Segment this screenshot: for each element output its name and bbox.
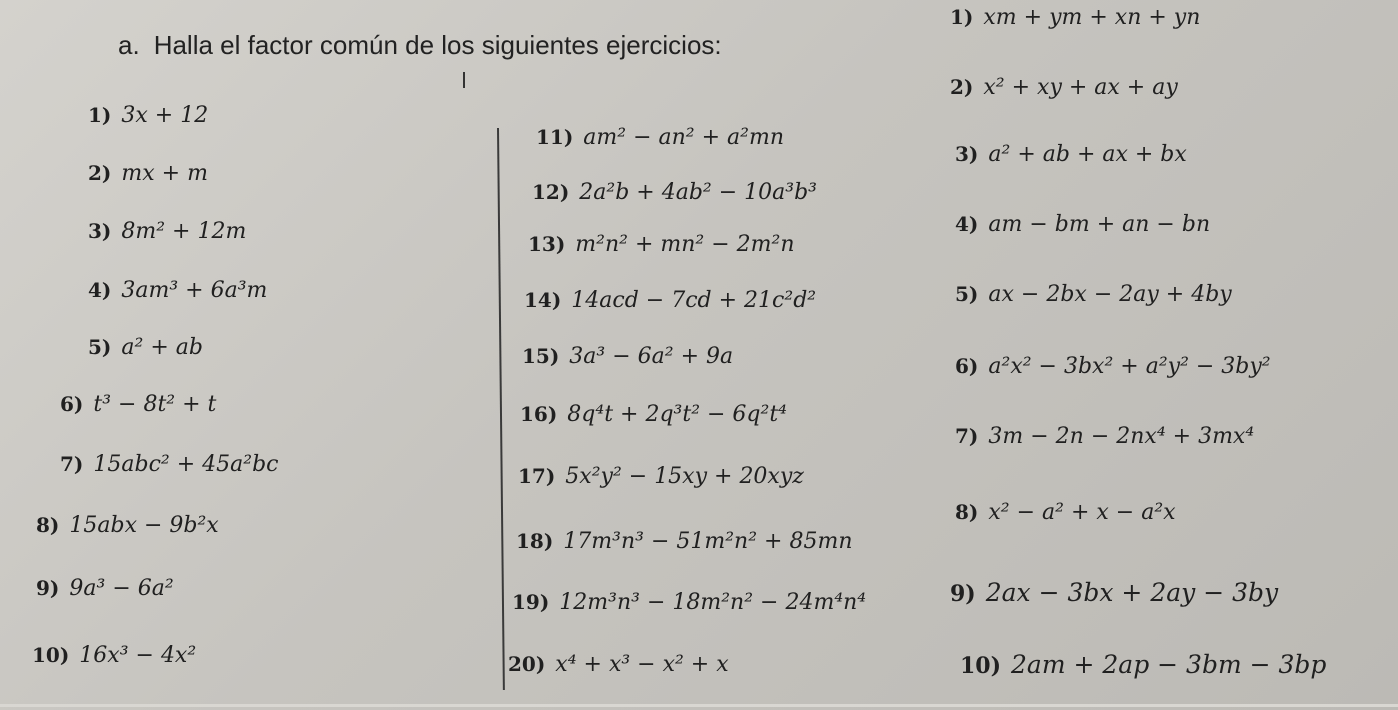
exercise-heading	[118, 30, 722, 61]
left-exercise-10	[32, 643, 196, 668]
exercise-number: 9)	[950, 581, 976, 607]
exercise-expression: am − bm + an − bn	[988, 212, 1211, 237]
exercise-expression: 5x²y² − 15xy + 20xyz	[565, 464, 804, 489]
exercise-number: 1)	[950, 5, 974, 29]
exercise-expression: m²n² + mn² − 2m²n	[575, 232, 795, 257]
right-exercise-1	[950, 5, 1200, 30]
exercise-expression: xm + ym + xn + yn	[983, 5, 1201, 30]
exercise-number: 20)	[508, 652, 546, 676]
right-exercise-9	[950, 578, 1278, 607]
exercise-number: 8)	[36, 513, 60, 537]
exercise-expression: x² − a² + x − a²x	[988, 500, 1176, 525]
exercise-expression: 12m³n³ − 18m²n² − 24m⁴n⁴	[559, 590, 867, 615]
exercise-number: 16)	[520, 402, 558, 426]
middle-exercise-18	[516, 529, 853, 554]
middle-exercise-16	[520, 402, 787, 427]
right-exercise-10	[960, 650, 1326, 679]
right-exercise-5	[955, 282, 1232, 307]
exercise-expression: ax − 2bx − 2ay + 4by	[988, 282, 1232, 307]
exercise-number: 15)	[522, 344, 560, 368]
left-exercise-2	[88, 161, 208, 186]
middle-exercise-17	[518, 464, 804, 489]
left-exercise-5	[88, 335, 203, 360]
exercise-number: 18)	[516, 529, 554, 553]
left-exercise-9	[36, 576, 174, 601]
middle-exercise-11	[536, 125, 784, 150]
exercise-number: 5)	[955, 282, 979, 306]
exercise-expression: 9a³ − 6a²	[69, 576, 174, 601]
exercise-number: 10)	[960, 653, 1002, 679]
right-exercise-7	[955, 424, 1254, 449]
exercise-expression: 8q⁴t + 2q³t² − 6q²t⁴	[567, 402, 787, 427]
middle-exercise-13	[528, 232, 795, 257]
exercise-number: 4)	[955, 212, 979, 236]
page-bottom-edge	[0, 704, 1398, 707]
exercise-number: 19)	[512, 590, 550, 614]
exercise-number: 4)	[88, 278, 112, 302]
exercise-number: 17)	[518, 464, 556, 488]
exercise-expression: am² − an² + a²mn	[583, 125, 785, 150]
exercise-expression: 8m² + 12m	[121, 219, 247, 244]
exercise-number: 6)	[955, 354, 979, 378]
exercise-expression: mx + m	[121, 161, 208, 186]
left-exercise-1	[88, 103, 208, 128]
right-exercise-2	[950, 75, 1178, 100]
exercise-expression: 2am + 2ap − 3bm − 3bp	[1011, 650, 1327, 679]
exercise-number: 13)	[528, 232, 566, 256]
right-exercise-4	[955, 212, 1210, 237]
exercise-number: 2)	[950, 75, 974, 99]
exercise-expression: 16x³ − 4x²	[79, 643, 197, 668]
heading-letter: a.	[118, 30, 140, 60]
exercise-expression: 14acd − 7cd + 21c²d²	[571, 288, 817, 313]
exercise-expression: 2ax − 3bx + 2ay − 3by	[985, 578, 1279, 607]
exercise-number: 12)	[532, 180, 570, 204]
right-exercise-8	[955, 500, 1176, 525]
exercise-number: 8)	[955, 500, 979, 524]
exercise-expression: 15abx − 9b²x	[69, 513, 219, 538]
exercise-expression: a² + ab	[121, 335, 203, 360]
left-exercise-6	[60, 392, 216, 417]
exercise-expression: a²x² − 3bx² + a²y² − 3by²	[988, 354, 1271, 379]
left-exercise-3	[88, 219, 246, 244]
exercise-number: 10)	[32, 643, 70, 667]
left-exercise-4	[88, 278, 267, 303]
exercise-number: 3)	[88, 219, 112, 243]
right-exercise-6	[955, 354, 1271, 379]
exercise-expression: 17m³n³ − 51m²n² + 85mn	[563, 529, 853, 554]
exercise-number: 6)	[60, 392, 84, 416]
pen-mark	[463, 72, 465, 88]
column-divider	[497, 128, 505, 690]
exercise-expression: 2a²b + 4ab² − 10a³b³	[579, 180, 817, 205]
exercise-expression: 3x + 12	[121, 103, 209, 128]
exercise-number: 14)	[524, 288, 562, 312]
exercise-expression: t³ − 8t² + t	[93, 392, 217, 417]
exercise-expression: x⁴ + x³ − x² + x	[555, 652, 729, 677]
left-exercise-8	[36, 513, 219, 538]
exercise-number: 5)	[88, 335, 112, 359]
exercise-expression: x² + xy + ax + ay	[983, 75, 1178, 100]
exercise-expression: 3am³ + 6a³m	[121, 278, 268, 303]
exercise-number: 3)	[955, 142, 979, 166]
exercise-number: 11)	[536, 125, 574, 149]
exercise-number: 7)	[955, 424, 979, 448]
exercise-expression: 3m − 2n − 2nx⁴ + 3mx⁴	[988, 424, 1255, 449]
middle-exercise-14	[524, 288, 816, 313]
heading-text: Halla el factor común de los siguientes ejercicios:	[153, 30, 722, 60]
middle-exercise-12	[532, 180, 817, 205]
exercise-number: 7)	[60, 452, 84, 476]
exercise-number: 2)	[88, 161, 112, 185]
exercise-expression: 3a³ − 6a² + 9a	[569, 344, 734, 369]
middle-exercise-15	[522, 344, 733, 369]
exercise-expression: a² + ab + ax + bx	[988, 142, 1187, 167]
right-exercise-3	[955, 142, 1187, 167]
exercise-number: 1)	[88, 103, 112, 127]
left-exercise-7	[60, 452, 278, 477]
exercise-number: 9)	[36, 576, 60, 600]
exercise-expression: 15abc² + 45a²bc	[93, 452, 279, 477]
middle-exercise-19	[512, 590, 866, 615]
middle-exercise-20	[508, 652, 729, 677]
